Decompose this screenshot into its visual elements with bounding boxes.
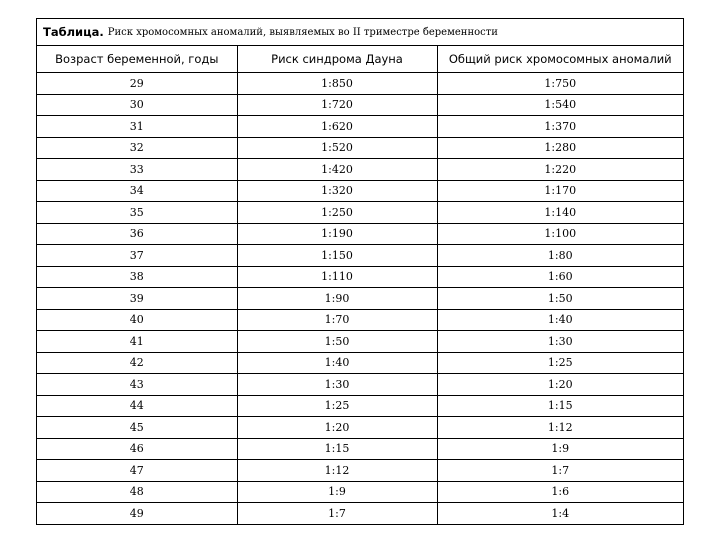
table-row: [37, 331, 683, 353]
cell-age: 30: [37, 94, 237, 116]
cell-age: 48: [37, 481, 237, 503]
table-row: [37, 137, 683, 159]
table-row: [37, 374, 683, 396]
table-row: [37, 288, 683, 310]
cell-age: 38: [37, 266, 237, 288]
table-body: [37, 73, 683, 524]
cell-down-syndrome-risk: 1:12: [237, 460, 437, 482]
table-row: [37, 460, 683, 482]
cell-age: 34: [37, 180, 237, 202]
column-header-total-risk: Общий риск хромосомных аномалий: [437, 46, 683, 73]
table-row: [37, 417, 683, 439]
cell-down-syndrome-risk: 1:70: [237, 309, 437, 331]
cell-down-syndrome-risk: 1:7: [237, 503, 437, 524]
cell-age: 37: [37, 245, 237, 267]
cell-down-syndrome-risk: 1:250: [237, 202, 437, 224]
cell-down-syndrome-risk: 1:50: [237, 331, 437, 353]
cell-total-risk: 1:9: [437, 438, 683, 460]
cell-total-risk: 1:750: [437, 73, 683, 95]
cell-down-syndrome-risk: 1:9: [237, 481, 437, 503]
cell-age: 42: [37, 352, 237, 374]
cell-total-risk: 1:50: [437, 288, 683, 310]
cell-down-syndrome-risk: 1:620: [237, 116, 437, 138]
cell-total-risk: 1:25: [437, 352, 683, 374]
cell-total-risk: 1:280: [437, 137, 683, 159]
table-row: [37, 309, 683, 331]
cell-age: 40: [37, 309, 237, 331]
table-row: [37, 503, 683, 524]
table-row: [37, 352, 683, 374]
cell-total-risk: 1:40: [437, 309, 683, 331]
cell-down-syndrome-risk: 1:850: [237, 73, 437, 95]
cell-total-risk: 1:30: [437, 331, 683, 353]
cell-down-syndrome-risk: 1:190: [237, 223, 437, 245]
cell-down-syndrome-risk: 1:420: [237, 159, 437, 181]
cell-age: 41: [37, 331, 237, 353]
cell-age: 39: [37, 288, 237, 310]
cell-total-risk: 1:100: [437, 223, 683, 245]
cell-down-syndrome-risk: 1:40: [237, 352, 437, 374]
risk-table-container: [36, 18, 684, 525]
cell-total-risk: 1:60: [437, 266, 683, 288]
cell-age: 46: [37, 438, 237, 460]
cell-down-syndrome-risk: 1:20: [237, 417, 437, 439]
cell-age: 47: [37, 460, 237, 482]
cell-total-risk: 1:4: [551, 506, 570, 520]
cell-total-risk: 1:7: [437, 460, 683, 482]
cell-total-risk: 1:370: [437, 116, 683, 138]
table-row: [37, 202, 683, 224]
caption-label: Таблица.: [43, 25, 104, 39]
cell-total-risk: 1:80: [437, 245, 683, 267]
cell-total-risk: 1:6: [437, 481, 683, 503]
table-header-row: [37, 46, 683, 73]
table-row: [37, 223, 683, 245]
cell-down-syndrome-risk: 1:150: [237, 245, 437, 267]
cell-age: 44: [37, 395, 237, 417]
caption-text: Риск хромосомных аномалий, выявляемых во II триместре беременности: [107, 26, 498, 38]
table-row: [37, 481, 683, 503]
cell-down-syndrome-risk: 1:25: [237, 395, 437, 417]
table-row: [37, 116, 683, 138]
cell-total-risk: 1:20: [437, 374, 683, 396]
cell-down-syndrome-risk: 1:320: [237, 180, 437, 202]
cell-total-risk: 1:540: [437, 94, 683, 116]
cell-total-risk: 1:140: [437, 202, 683, 224]
cell-down-syndrome-risk: 1:30: [237, 374, 437, 396]
cell-down-syndrome-risk: 1:15: [237, 438, 437, 460]
cell-total-risk: 1:12: [437, 417, 683, 439]
table-caption: [37, 19, 683, 46]
cell-age: 33: [37, 159, 237, 181]
cell-down-syndrome-risk: 1:720: [237, 94, 437, 116]
cell-total-risk: 1:220: [437, 159, 683, 181]
table-row: [37, 266, 683, 288]
table-row: [37, 94, 683, 116]
table-row: [37, 245, 683, 267]
cell-total-risk: 1:15: [437, 395, 683, 417]
cell-age: 31: [37, 116, 237, 138]
cell-age: 43: [37, 374, 237, 396]
table-row: [37, 73, 683, 95]
column-header-age: Возраст беременной, годы: [37, 46, 237, 73]
cell-down-syndrome-risk: 1:110: [237, 266, 437, 288]
column-header-down-syndrome-risk: Риск синдрома Дауна: [237, 46, 437, 73]
cell-down-syndrome-risk: 1:520: [237, 137, 437, 159]
cell-age: 35: [37, 202, 237, 224]
risk-table: [37, 46, 683, 524]
cell-age: 45: [37, 417, 237, 439]
cell-total-risk: 1:170: [437, 180, 683, 202]
cell-age: 49: [37, 503, 237, 524]
table-row: [37, 180, 683, 202]
cell-age: 29: [37, 73, 237, 95]
table-row: [37, 159, 683, 181]
cell-down-syndrome-risk: 1:90: [237, 288, 437, 310]
cell-age: 32: [37, 137, 237, 159]
cell-age: 36: [37, 223, 237, 245]
table-row: [37, 395, 683, 417]
table-row: [37, 438, 683, 460]
